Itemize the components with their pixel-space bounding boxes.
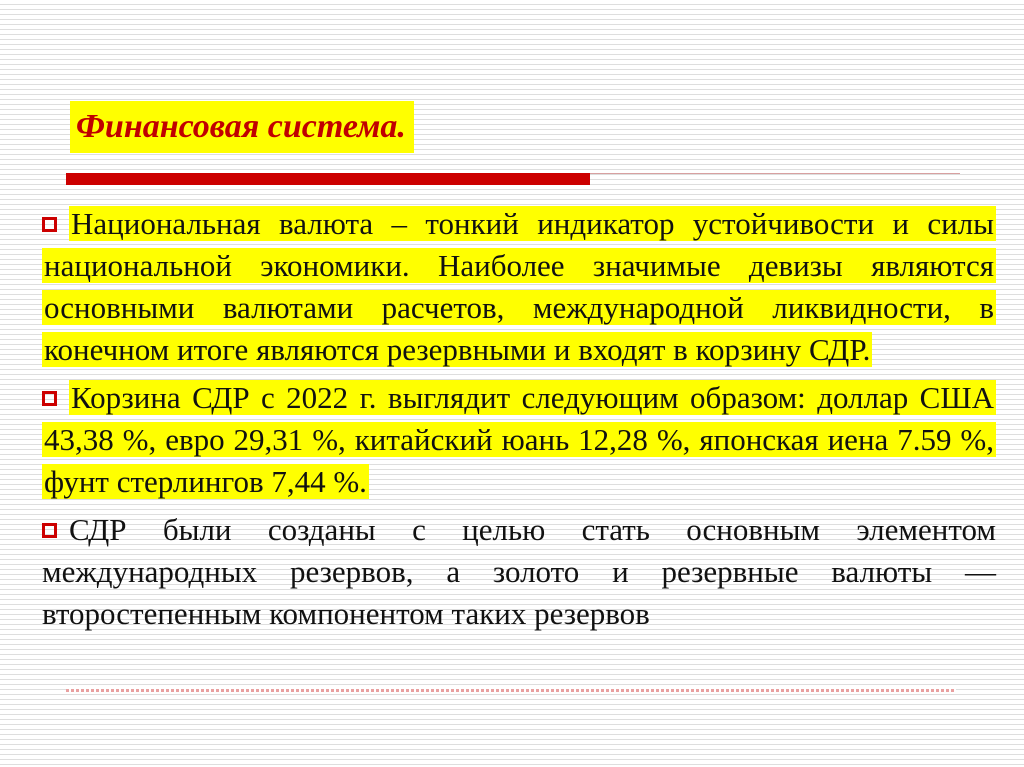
bullet-list: [42, 203, 996, 641]
slide-title: Финансовая система.: [70, 101, 414, 153]
bullet-item: [42, 509, 996, 635]
square-bullet-icon: [42, 217, 57, 232]
title-underline-line: [590, 173, 960, 174]
bullet-text: Корзина СДР с 2022 г. выглядит следующим образом: доллар США 43,38 %, евро 29,31 %, китайский юань 12,28 %, японская иена 7.59 %, фунт стерлингов 7,44 %.: [44, 380, 994, 499]
square-bullet-icon: [42, 523, 57, 538]
title-underline-bar: [66, 173, 590, 185]
footer-divider: [66, 689, 956, 692]
bullet-text: СДР были созданы с целью стать основным элементом международных резервов, а золото и резервные валюты — второстепенным компонентом таких резервов: [42, 512, 996, 631]
bullet-item: [42, 203, 996, 371]
bullet-item: [42, 377, 996, 503]
square-bullet-icon: [42, 391, 57, 406]
bullet-text: Национальная валюта – тонкий индикатор устойчивости и силы национальной экономики. Наиболее значимые девизы являются основными валютами расчетов, международной ликвидности, в конечном итоге являются резервными и входят в корзину СДР.: [44, 206, 994, 367]
